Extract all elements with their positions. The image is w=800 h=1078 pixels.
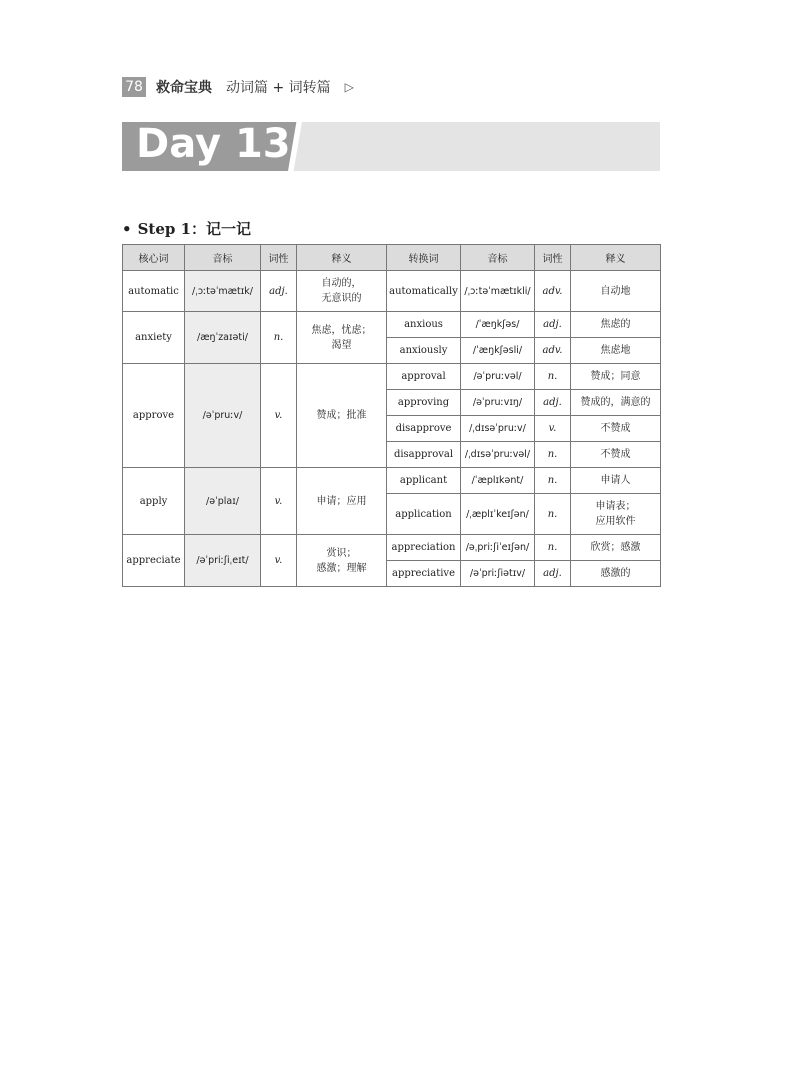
derived-word: anxious [387, 312, 461, 338]
derived-word: appreciation [387, 535, 461, 561]
meaning-line: 无意识的 [321, 293, 362, 304]
core-meaning [297, 364, 387, 468]
core-meaning [297, 271, 387, 312]
table-row [123, 271, 661, 312]
column-header: 音标 [185, 245, 261, 271]
section-title: 动词篇 + 词转篇 [226, 80, 331, 96]
play-arrow-icon: ▷ [344, 80, 354, 94]
column-header: 释义 [297, 245, 387, 271]
day-title: Day 13 [136, 121, 291, 167]
core-word: apply [123, 468, 185, 535]
derived-meaning [571, 561, 661, 587]
meaning-line: 焦虑，忧虑； [311, 324, 372, 336]
derived-word: approval [387, 364, 461, 390]
core-pos: v. [261, 468, 297, 535]
column-header: 转换词 [387, 245, 461, 271]
derived-word: disapprove [387, 416, 461, 442]
core-word: approve [123, 364, 185, 468]
page-header [122, 76, 354, 98]
derived-phonetic: /əˈpruːvəl/ [461, 364, 535, 390]
table-row [123, 468, 661, 494]
derived-meaning [571, 364, 661, 390]
core-word: appreciate [123, 535, 185, 587]
derived-pos: n. [535, 468, 571, 494]
meaning-line: 申请；应用 [316, 495, 367, 507]
vocab-table [122, 244, 661, 587]
meaning-line: 赞成；同意 [590, 371, 641, 382]
core-meaning [297, 468, 387, 535]
derived-phonetic: /ˈæŋkʃəsli/ [461, 338, 535, 364]
core-pos: v. [261, 535, 297, 587]
core-phonetic: /əˈpriːʃiˌeɪt/ [185, 535, 261, 587]
meaning-line: 自动的， [321, 278, 362, 289]
meaning-line: 不赞成 [600, 423, 631, 434]
core-meaning [297, 312, 387, 364]
derived-pos: adv. [535, 338, 571, 364]
core-phonetic: /əˈplaɪ/ [185, 468, 261, 535]
derived-pos: adj. [535, 390, 571, 416]
derived-phonetic: /əˈpriːʃiətɪv/ [461, 561, 535, 587]
derived-pos: adv. [535, 271, 571, 312]
derived-pos: v. [535, 416, 571, 442]
bullet-icon: • [122, 220, 132, 238]
derived-word: application [387, 494, 461, 535]
meaning-line: 申请人 [600, 475, 631, 486]
meaning-line: 焦虑的 [600, 319, 631, 330]
derived-meaning [571, 442, 661, 468]
derived-phonetic: /ˌæplɪˈkeɪʃən/ [461, 494, 535, 535]
meaning-line: 感激的 [600, 568, 631, 579]
meaning-line: 不赞成 [600, 449, 631, 460]
meaning-line: 赏识； [326, 547, 357, 559]
core-phonetic: /əˈpruːv/ [185, 364, 261, 468]
step-heading [122, 218, 251, 239]
derived-phonetic: /ˌdɪsəˈpruːvəl/ [461, 442, 535, 468]
meaning-line: 申请表； [595, 501, 636, 512]
page-number: 78 [122, 77, 146, 97]
meaning-line: 渴望 [331, 339, 352, 351]
column-header: 词性 [261, 245, 297, 271]
derived-word: automatically [387, 271, 461, 312]
core-phonetic: /æŋˈzaɪəti/ [185, 312, 261, 364]
meaning-line: 焦虑地 [600, 345, 631, 356]
core-pos: n. [261, 312, 297, 364]
derived-pos: adj. [535, 561, 571, 587]
derived-word: disapproval [387, 442, 461, 468]
core-word: automatic [123, 271, 185, 312]
derived-phonetic: /əˈpruːvɪŋ/ [461, 390, 535, 416]
derived-pos: n. [535, 442, 571, 468]
derived-meaning [571, 494, 661, 535]
column-header: 释义 [571, 245, 661, 271]
table-header-row [123, 245, 661, 271]
meaning-line: 感激；理解 [316, 562, 367, 574]
derived-phonetic: /əˌpriːʃiˈeɪʃən/ [461, 535, 535, 561]
derived-pos: n. [535, 364, 571, 390]
derived-word: appreciative [387, 561, 461, 587]
derived-pos: n. [535, 535, 571, 561]
table-row [123, 535, 661, 561]
derived-meaning [571, 312, 661, 338]
column-header: 词性 [535, 245, 571, 271]
column-header: 核心词 [123, 245, 185, 271]
derived-meaning [571, 416, 661, 442]
meaning-line: 赞成；批准 [316, 410, 367, 421]
core-word: anxiety [123, 312, 185, 364]
derived-meaning [571, 338, 661, 364]
meaning-line: 应用软件 [595, 516, 636, 527]
derived-meaning [571, 468, 661, 494]
derived-phonetic: /ˌɔːtəˈmætɪkli/ [461, 271, 535, 312]
derived-meaning [571, 390, 661, 416]
meaning-line: 赞成的，满意的 [580, 397, 651, 408]
step-label: Step 1：记一记 [137, 220, 252, 238]
derived-phonetic: /ˈæplɪkənt/ [461, 468, 535, 494]
meaning-line: 欣赏；感激 [590, 542, 641, 553]
book-title: 救命宝典 [156, 80, 212, 96]
column-header: 音标 [461, 245, 535, 271]
table-row [123, 364, 661, 390]
derived-pos: n. [535, 494, 571, 535]
derived-word: approving [387, 390, 461, 416]
derived-meaning [571, 271, 661, 312]
derived-word: anxiously [387, 338, 461, 364]
core-meaning [297, 535, 387, 587]
derived-phonetic: /ˈæŋkʃəs/ [461, 312, 535, 338]
table-row [123, 312, 661, 338]
derived-pos: adj. [535, 312, 571, 338]
core-pos: v. [261, 364, 297, 468]
core-pos: adj. [261, 271, 297, 312]
meaning-line: 自动地 [600, 285, 631, 297]
derived-meaning [571, 535, 661, 561]
derived-phonetic: /ˌdɪsəˈpruːv/ [461, 416, 535, 442]
core-phonetic: /ˌɔːtəˈmætɪk/ [185, 271, 261, 312]
derived-word: applicant [387, 468, 461, 494]
